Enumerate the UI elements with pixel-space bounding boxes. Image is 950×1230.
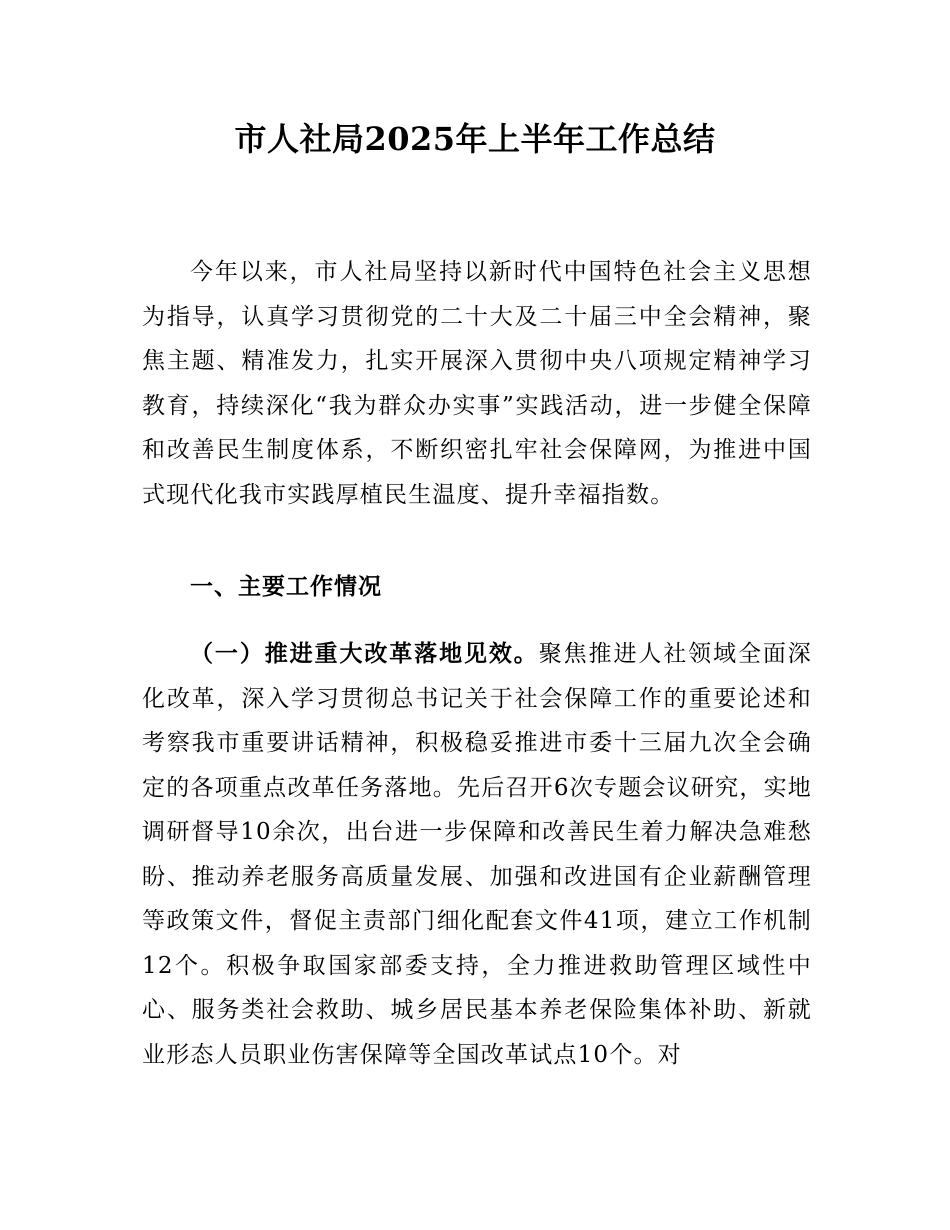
subsection-lead: （一）推进重大改革落地见效。 bbox=[190, 641, 539, 667]
subsection-paragraph bbox=[142, 632, 812, 1077]
section-heading: 一、主要工作情况 bbox=[190, 574, 382, 600]
subsection-text: 聚焦推进人社领域全面深化改革，深入学习贯彻总书记关于社会保障工作的重要论述和考察我市重要讲话精神，积极稳妥推进市委十三届九次全会确定的各项重点改革任务落地。先后召开6次专题会议研究，实地调研督导10余次，出台进一步保障和改善民生着力解决急难愁盼、推动养老服务高质量发展、加强和改进国有企业薪酬管理等政策文件，督促主责部门细化配套文件41项，建立工作机制12个。积极争取国家部委支持，全力推进救助管理区域性中心、服务类社会救助、城乡居民基本养老保险集体补助、新就业形态人员职业伤害保障等全国改革试点10个。对 bbox=[142, 641, 812, 1068]
document-title: 市人社局2025年上半年工作总结 bbox=[234, 120, 716, 158]
intro-paragraph: 今年以来，市人社局坚持以新时代中国特色社会主义思想为指导，认真学习贯彻党的二十大及二十届三中全会精神，聚焦主题、精准发力，扎实开展深入贯彻中央八项规定精神学习教育，持续深化“我为群众办实事”实践活动，进一步健全保障和改善民生制度体系，不断织密扎牢社会保障网，为推进中国式现代化我市实践厚植民生温度、提升幸福指数。 bbox=[142, 259, 812, 508]
